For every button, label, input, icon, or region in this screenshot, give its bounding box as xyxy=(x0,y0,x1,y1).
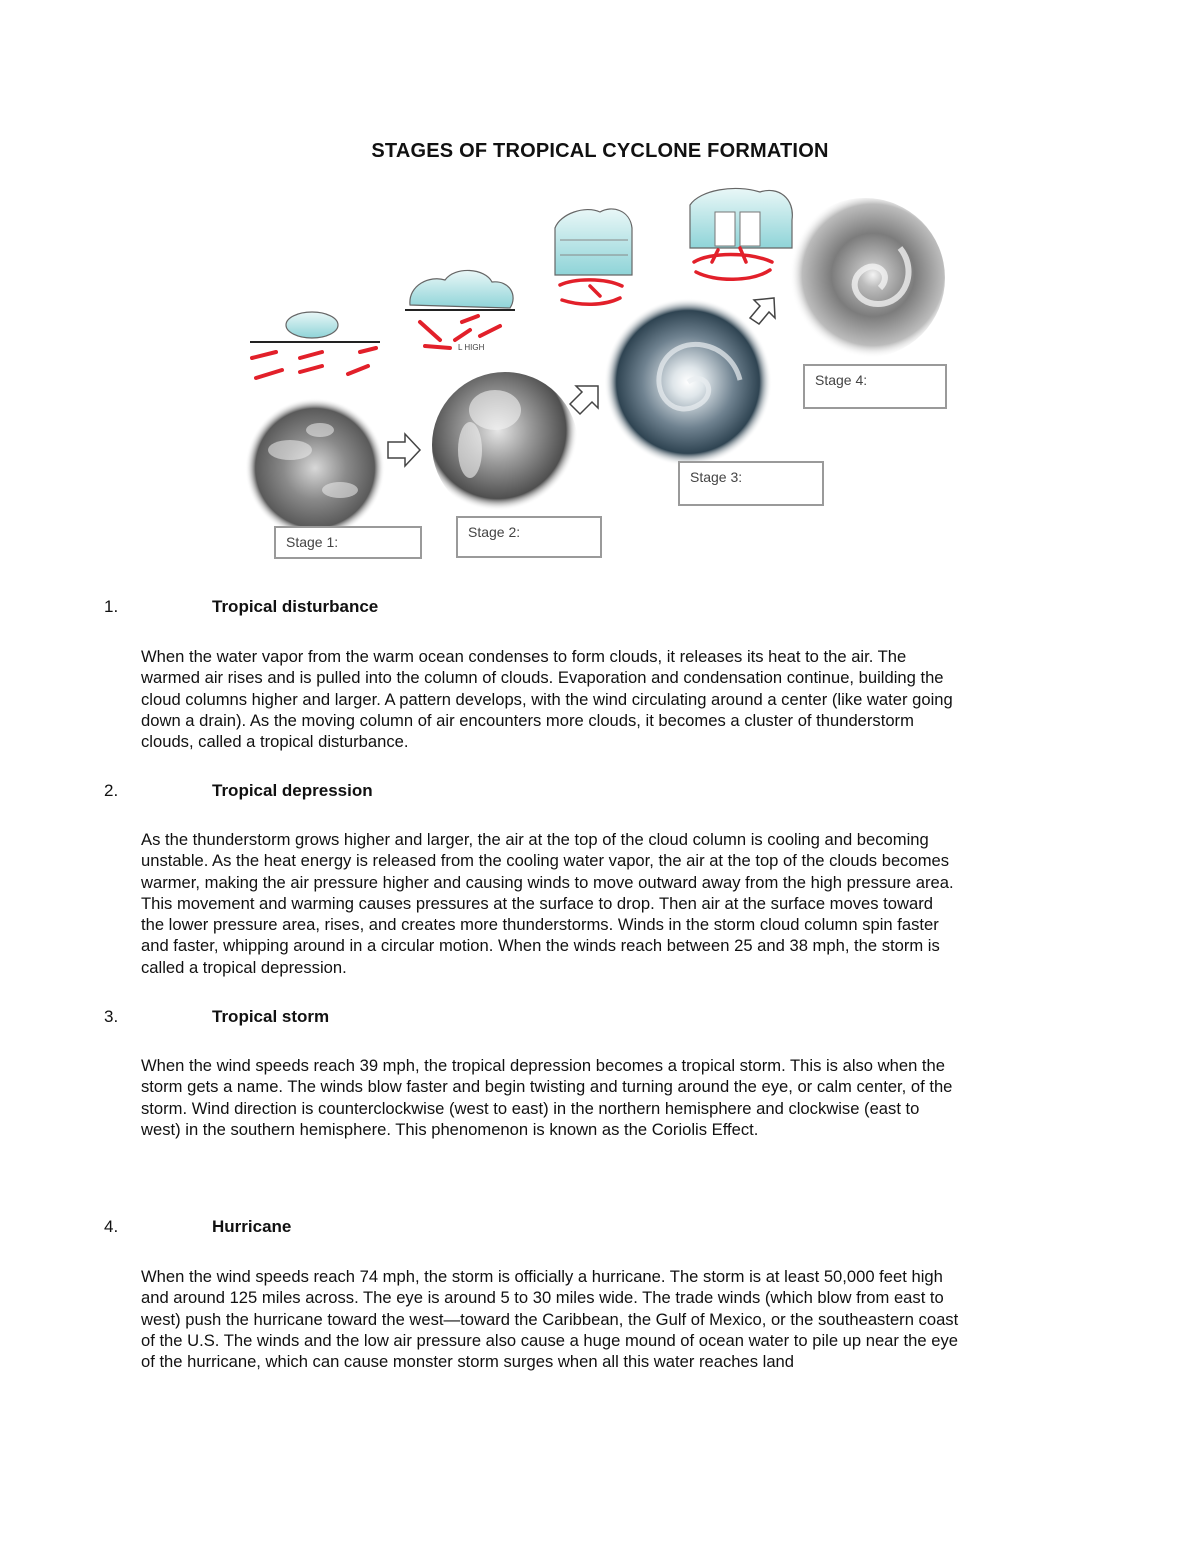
section-paragraph xyxy=(141,1055,1066,1140)
paragraph-line: warmed air rises and is pulled into the column of clouds. Evaporation and condensation continue, building the xyxy=(141,668,944,688)
stage2-label-box[interactable] xyxy=(456,516,602,558)
arrow-up-right-icon xyxy=(570,386,598,414)
paragraph-line: As the thunderstorm grows higher and larger, the air at the top of the cloud column is cooling and becoming xyxy=(141,830,929,849)
svg-text:L HIGH: L HIGH xyxy=(458,343,485,352)
section-heading: Tropical storm xyxy=(212,1007,330,1026)
stage3-label-box[interactable] xyxy=(678,461,824,506)
section-heading: Tropical disturbance xyxy=(212,597,379,616)
paragraph-line: This movement and warming causes pressures at the surface to drop. Then air at the surface moves toward xyxy=(141,893,933,913)
paragraph-line: down a drain). As the moving column of air encounters more clouds, it becomes a cluster of thunderstorm xyxy=(141,710,914,730)
paragraph-line: cloud columns higher and larger. A pattern develops, with the wind circulating around a center (like water going xyxy=(141,689,953,709)
section-paragraph xyxy=(141,646,1066,752)
arrow-right-icon xyxy=(388,434,420,466)
section-number: 2. xyxy=(104,781,119,800)
stage4-label-box[interactable] xyxy=(803,364,947,409)
section-heading: Hurricane xyxy=(212,1217,292,1236)
stage4-cloud-diagram xyxy=(690,188,792,279)
paragraph-line: When the water vapor from the warm ocean condenses to form clouds, it releases its heat to the air. The xyxy=(141,647,907,666)
section-paragraph xyxy=(141,829,1066,978)
stage1-label-box[interactable] xyxy=(274,526,422,559)
section-number: 3. xyxy=(104,1007,119,1026)
section-heading: Tropical depression xyxy=(212,781,373,800)
section-paragraph xyxy=(141,1266,1066,1372)
cyclone-stages-figure xyxy=(0,0,1200,600)
stage3-label: Stage 3: xyxy=(690,469,743,485)
paragraph-line: of the U.S. The winds and the low air pressure also cause a huge mound of ocean water to pile up near the eye xyxy=(141,1330,958,1350)
paragraph-line: clouds, called a tropical disturbance. xyxy=(141,732,409,752)
arrow-up-right-icon xyxy=(750,298,775,324)
page-title: STAGES OF TROPICAL CYCLONE FORMATION xyxy=(371,140,829,162)
stage1-label: Stage 1: xyxy=(286,534,339,550)
paragraph-line: west) push the hurricane toward the west—toward the Caribbean, the Gulf of Mexico, or the southeastern coast xyxy=(141,1309,959,1329)
section-number: 1. xyxy=(104,597,119,616)
stage3-cloud-diagram xyxy=(555,209,632,304)
paragraph-line: and around 125 miles across. The eye is around 5 to 30 miles wide. The trade winds (which blow from east to xyxy=(141,1288,944,1308)
paragraph-line: storm gets a name. The winds blow faster and begin twisting and turning around the eye, or calm center, of the xyxy=(141,1077,953,1097)
paragraph-line: storm. Wind direction is counterclockwise (west to east) in the northern hemisphere and clockwise (east to xyxy=(141,1098,920,1118)
stage1-cloud-diagram xyxy=(250,312,380,378)
stage2-label: Stage 2: xyxy=(468,524,521,540)
section-number: 4. xyxy=(104,1217,119,1236)
paragraph-line: the lower pressure area, rises, and creates more thunderstorms. Winds in the storm cloud column spin faster xyxy=(141,915,939,935)
paragraph-line: called a tropical depression. xyxy=(141,957,347,977)
paragraph-line: When the wind speeds reach 39 mph, the tropical depression becomes a tropical storm. This is also when the xyxy=(141,1056,945,1075)
paragraph-line: and faster, whipping around in a circular motion. When the winds reach between 25 and 38 mph, the storm is xyxy=(141,936,940,956)
stage4-label: Stage 4: xyxy=(815,372,868,388)
paragraph-line: of the hurricane, which can cause monster storm surges when all this water reaches land xyxy=(141,1352,795,1372)
stage1-satellite-globe xyxy=(245,398,385,538)
paragraph-line: warmer, making the air pressure higher and causing winds to move outward away from the high pressure area. xyxy=(141,872,954,892)
paragraph-line: unstable. As the heat energy is released from the cooling water vapor, the air at the top of the clouds becomes xyxy=(141,851,950,871)
paragraph-line: When the wind speeds reach 74 mph, the storm is officially a hurricane. The storm is at least 50,000 feet high xyxy=(141,1267,943,1286)
stage2-cloud-diagram xyxy=(405,270,515,352)
stage4-satellite-globe xyxy=(785,198,945,358)
paragraph-line: west) in the southern hemisphere. This phenomenon is known as the Coriolis Effect. xyxy=(141,1119,759,1139)
